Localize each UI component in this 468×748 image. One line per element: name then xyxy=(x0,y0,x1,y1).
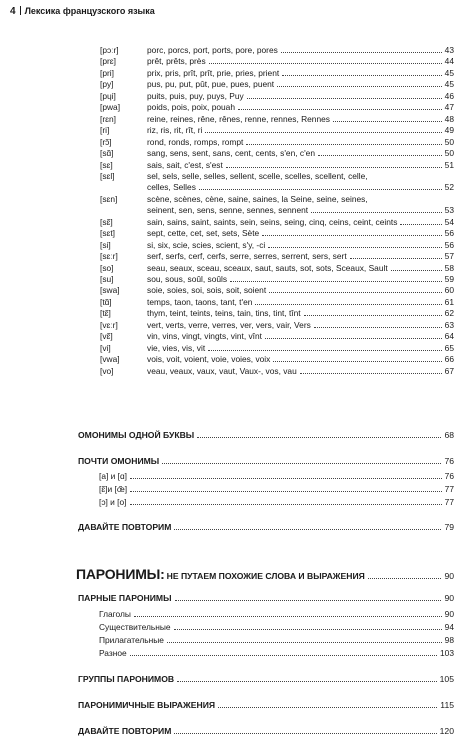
toc-subitem[interactable] xyxy=(99,635,454,645)
homonym-words: reine, reines, rêne, rênes, renne, rennes, Rennes xyxy=(147,113,330,124)
transcription: [sɛːr] xyxy=(100,251,118,262)
dot-leader xyxy=(268,247,441,248)
entry-page: 62 xyxy=(444,308,454,319)
entry-page: 56 xyxy=(444,239,454,250)
toc-subitem[interactable] xyxy=(99,622,454,632)
transcription: [sɛn] xyxy=(100,193,118,204)
subitem-page: 77 xyxy=(444,484,454,494)
toc-entry[interactable] xyxy=(100,114,454,125)
dot-leader xyxy=(247,98,442,99)
entry-page: 57 xyxy=(444,251,454,262)
transcription: [vɛːr] xyxy=(100,319,118,330)
toc-entry[interactable] xyxy=(100,240,454,251)
subitem-page: 103 xyxy=(440,648,454,658)
page-number: 4 xyxy=(10,6,16,17)
section-label: ДАВАЙТЕ ПОВТОРИМ xyxy=(78,726,172,736)
subitem-page: 77 xyxy=(444,497,454,507)
dot-leader xyxy=(134,616,442,617)
toc-entry[interactable] xyxy=(100,125,454,136)
header-divider xyxy=(20,6,21,15)
homonym-words: riz, ris, rit, rît, ri xyxy=(147,125,203,136)
homonym-words: seau, seaux, sceau, sceaux, saut, sauts, sot, sots, Sceaux, Sault xyxy=(147,262,388,273)
dot-leader xyxy=(230,281,442,282)
section-page: 120 xyxy=(439,726,454,736)
toc-entry[interactable] xyxy=(100,331,454,342)
dot-leader xyxy=(130,491,442,492)
section-label: ПАРОНИМИЧНЫЕ ВЫРАЖЕНИЯ xyxy=(78,700,216,710)
subitem-page: 94 xyxy=(444,622,454,632)
subitem-label: [ɛ̃]и [œ̃] xyxy=(99,484,128,494)
chapter-page: 90 xyxy=(444,571,454,581)
transcription: [sɛ̃] xyxy=(100,216,113,227)
entry-page: 65 xyxy=(444,342,454,353)
section-label: ДАВАЙТЕ ПОВТОРИМ xyxy=(78,522,172,532)
subitem-label: Разное xyxy=(99,648,127,658)
dot-leader xyxy=(255,304,441,305)
toc-subitem[interactable] xyxy=(99,648,454,658)
toc-entry[interactable] xyxy=(100,171,454,182)
entry-page: 51 xyxy=(444,159,454,170)
dot-leader xyxy=(218,707,437,708)
transcription: [tɑ̃] xyxy=(100,296,112,307)
toc-entry[interactable] xyxy=(100,343,454,354)
homonym-words: seinent, sen, sens, senne, sennes, sennent xyxy=(147,205,309,216)
homonym-words: vois, voit, voient, voie, voies, voix xyxy=(147,354,271,365)
toc-entry[interactable] xyxy=(100,251,454,262)
section-page: 79 xyxy=(444,522,454,532)
transcription: [sɑ̃] xyxy=(100,148,114,159)
dot-leader xyxy=(209,63,442,64)
toc-entry[interactable] xyxy=(100,320,454,331)
entry-page: 66 xyxy=(444,354,454,365)
section-label: ПАРНЫЕ ПАРОНИМЫ xyxy=(78,593,172,603)
dot-leader xyxy=(311,212,442,213)
transcription: [si] xyxy=(100,239,111,250)
section-label: ОМОНИМЫ ОДНОЙ БУКВЫ xyxy=(78,430,195,440)
subitem-page: 98 xyxy=(444,635,454,645)
dot-leader xyxy=(174,529,441,530)
dot-leader xyxy=(333,121,442,122)
entry-page: 46 xyxy=(444,90,454,101)
dot-leader xyxy=(205,132,441,133)
toc-entry[interactable] xyxy=(100,217,454,228)
transcription: [rɔ̃] xyxy=(100,136,112,147)
homonym-words: rond, ronds, romps, rompt xyxy=(147,136,244,147)
dot-leader xyxy=(177,681,437,682)
transcription: [pri] xyxy=(100,67,114,78)
entry-page: 50 xyxy=(444,136,454,147)
toc-entry[interactable] xyxy=(100,79,454,90)
toc-section-monograms[interactable] xyxy=(78,430,454,440)
toc-entry[interactable] xyxy=(100,308,454,319)
toc-entry[interactable] xyxy=(100,160,454,171)
toc-entry[interactable] xyxy=(100,285,454,296)
transcription: [sɛ] xyxy=(100,159,113,170)
subitem-label: Глаголы xyxy=(99,609,131,619)
section-page: 115 xyxy=(440,700,454,710)
toc-section-almost-homonyms[interactable] xyxy=(78,456,454,466)
transcription: [vo] xyxy=(100,365,114,376)
transcription: [ri] xyxy=(100,125,110,136)
dot-leader xyxy=(130,655,437,656)
dot-leader xyxy=(318,155,442,156)
running-header xyxy=(10,6,155,17)
entry-page: 47 xyxy=(444,102,454,113)
dot-leader xyxy=(238,109,442,110)
homonym-words: pus, pu, put, pût, pue, pues, puent xyxy=(147,79,275,90)
toc-entry[interactable] xyxy=(100,263,454,274)
dot-leader xyxy=(269,292,442,293)
homonym-words: temps, taon, taons, tant, t'en xyxy=(147,296,253,307)
transcription: [su] xyxy=(100,274,114,284)
toc-section-pair-paronyms[interactable] xyxy=(78,593,454,603)
dot-leader xyxy=(368,578,442,579)
homonym-words: soie, soies, soi, sois, soit, soient xyxy=(147,285,267,296)
toc-entry[interactable] xyxy=(100,228,454,239)
dot-leader xyxy=(246,144,441,145)
subitem-label: Существительные xyxy=(99,622,171,632)
dot-leader xyxy=(400,224,441,225)
dot-leader xyxy=(262,235,441,236)
transcription: [so] xyxy=(100,262,114,273)
toc-entry[interactable] xyxy=(100,102,454,113)
dot-leader xyxy=(350,258,442,259)
section-page: 76 xyxy=(444,456,454,466)
homonym-words: sang, sens, sent, sans, cent, cents, s'en, c'en xyxy=(147,148,315,159)
toc-entry[interactable] xyxy=(100,194,454,205)
transcription: [prɛ] xyxy=(100,56,116,67)
entry-page: 53 xyxy=(444,205,454,216)
toc-entry[interactable] xyxy=(100,68,454,79)
dot-leader xyxy=(282,75,441,76)
homonym-words: celles, Selles xyxy=(147,182,196,193)
toc-section-repeat[interactable] xyxy=(78,726,454,736)
book-title: Лексика французского языка xyxy=(24,6,155,16)
entry-page: 45 xyxy=(444,67,454,78)
toc-entry[interactable] xyxy=(100,91,454,102)
homonym-words: scène, scènes, cène, saine, saines, la Seine, seine, seines, xyxy=(147,193,368,204)
homonym-words: sou, sous, soûl, soûls xyxy=(147,274,228,284)
entry-page: 44 xyxy=(444,56,454,67)
homonym-words: poids, pois, poix, pouah xyxy=(147,102,235,113)
transcription: [pɥi] xyxy=(100,90,116,101)
homonym-words: sain, sains, saint, saints, sein, seins, seing, cinq, ceins, ceint, ceints xyxy=(147,216,398,227)
entry-page: 45 xyxy=(444,79,454,90)
toc-subitem[interactable] xyxy=(99,471,454,481)
entry-page: 63 xyxy=(444,319,454,330)
dot-leader xyxy=(167,642,442,643)
toc-chapter-paronyms[interactable] xyxy=(76,566,454,582)
dot-leader xyxy=(277,86,442,87)
toc-entry[interactable] xyxy=(100,366,454,377)
toc-entry[interactable] xyxy=(100,137,454,148)
entry-page: 59 xyxy=(444,274,454,284)
homonym-words: veau, veaux, vaux, vaut, Vaux-, vos, vau xyxy=(147,365,297,376)
entry-page: 58 xyxy=(444,262,454,273)
toc-subitem[interactable] xyxy=(99,497,454,507)
section-page: 68 xyxy=(444,430,454,440)
section-label: ПОЧТИ ОМОНИМЫ xyxy=(78,456,160,466)
transcription: [vɛ̃] xyxy=(100,331,113,342)
dot-leader xyxy=(162,463,441,464)
entry-page: 49 xyxy=(444,125,454,136)
transcription: [sɛt] xyxy=(100,228,116,239)
entry-page: 54 xyxy=(444,216,454,227)
dot-leader xyxy=(226,167,442,168)
entry-page: 67 xyxy=(444,365,454,376)
subitem-page: 90 xyxy=(444,609,454,619)
transcription: [vwa] xyxy=(100,354,120,365)
dot-leader xyxy=(199,189,442,190)
homonym-words: sais, sait, c'est, s'est xyxy=(147,159,223,170)
homonym-words: thym, teint, teints, teins, tain, tins, tint, tînt xyxy=(147,308,301,319)
homonym-words: vie, vies, vis, vit xyxy=(147,342,206,353)
toc-section-paronymic-expressions[interactable] xyxy=(78,700,454,710)
toc-entry[interactable] xyxy=(100,45,454,56)
homonym-words: sel, sels, selle, selles, sellent, scelle, scelles, scellent, celle, xyxy=(147,170,368,181)
toc-subitem[interactable] xyxy=(99,484,454,494)
homonym-words: porc, porcs, port, ports, pore, pores xyxy=(147,45,278,55)
entry-page: 43 xyxy=(444,45,454,55)
toc-entry[interactable] xyxy=(100,274,454,285)
homonym-words: vert, verts, verre, verres, ver, vers, vair, Vers xyxy=(147,319,311,330)
dot-leader xyxy=(391,270,442,271)
entry-page: 48 xyxy=(444,113,454,124)
homonym-words: prix, pris, prît, prît, prie, pries, prient xyxy=(147,67,280,78)
section-page: 90 xyxy=(444,593,454,603)
dot-leader xyxy=(265,338,442,339)
toc-section-paronym-groups[interactable] xyxy=(78,674,454,684)
transcription: [pwa] xyxy=(100,102,121,113)
chapter-subtitle: НЕ ПУТАЕМ ПОХОЖИЕ СЛОВА И ВЫРАЖЕНИЯ xyxy=(166,571,365,581)
subitem-page: 76 xyxy=(444,471,454,481)
dot-leader xyxy=(208,350,442,351)
toc-subitem[interactable] xyxy=(99,609,454,619)
entry-page: 64 xyxy=(444,331,454,342)
entry-page: 56 xyxy=(444,228,454,239)
subitem-label: Прилагательные xyxy=(99,635,164,645)
toc-entry[interactable] xyxy=(100,148,454,159)
toc-entry-continuation[interactable] xyxy=(147,182,454,193)
transcription: [rɛn] xyxy=(100,113,116,124)
toc-entry[interactable] xyxy=(100,354,454,365)
homonym-words: prêt, prêts, près xyxy=(147,56,206,67)
chapter-title: ПАРОНИМЫ: xyxy=(76,566,165,582)
toc-entry[interactable] xyxy=(100,56,454,67)
section-label: ГРУППЫ ПАРОНИМОВ xyxy=(78,674,175,684)
homonym-words: puits, puis, puy, puys, Puy xyxy=(147,90,244,101)
toc-section-repeat[interactable] xyxy=(78,522,454,532)
homonym-words: si, six, scie, scies, scient, s'y, -ci xyxy=(147,239,266,250)
toc-entry-continuation[interactable] xyxy=(147,205,454,216)
dot-leader xyxy=(281,52,442,53)
homonym-words: serf, serfs, cerf, cerfs, serre, serres, serrent, sers, sert xyxy=(147,251,347,262)
dot-leader xyxy=(300,373,442,374)
transcription: [vi] xyxy=(100,342,111,353)
entry-page: 60 xyxy=(444,285,454,296)
entry-page: 61 xyxy=(444,296,454,307)
transcription: [pɔːr] xyxy=(100,45,119,55)
dot-leader xyxy=(174,733,436,734)
section-page: 105 xyxy=(439,674,454,684)
transcription: [swa] xyxy=(100,285,120,296)
entry-page: 52 xyxy=(444,182,454,193)
dot-leader xyxy=(304,315,442,316)
subitem-label: [ɔ] и [o] xyxy=(99,497,127,507)
transcription: [tɛ̃] xyxy=(100,308,111,319)
dot-leader xyxy=(130,504,442,505)
toc-entry[interactable] xyxy=(100,297,454,308)
dot-leader xyxy=(130,478,442,479)
homonym-words: sept, cette, cet, set, sets, Sète xyxy=(147,228,260,239)
dot-leader xyxy=(314,327,442,328)
transcription: [py] xyxy=(100,79,114,90)
entry-page: 50 xyxy=(444,148,454,159)
dot-leader xyxy=(197,437,441,438)
homonym-words: vin, vins, vingt, vingts, vint, vînt xyxy=(147,331,262,342)
dot-leader xyxy=(273,361,441,362)
subitem-label: [a] и [ɑ] xyxy=(99,471,127,481)
dot-leader xyxy=(174,629,442,630)
dot-leader xyxy=(175,600,442,601)
transcription: [sɛl] xyxy=(100,170,115,181)
